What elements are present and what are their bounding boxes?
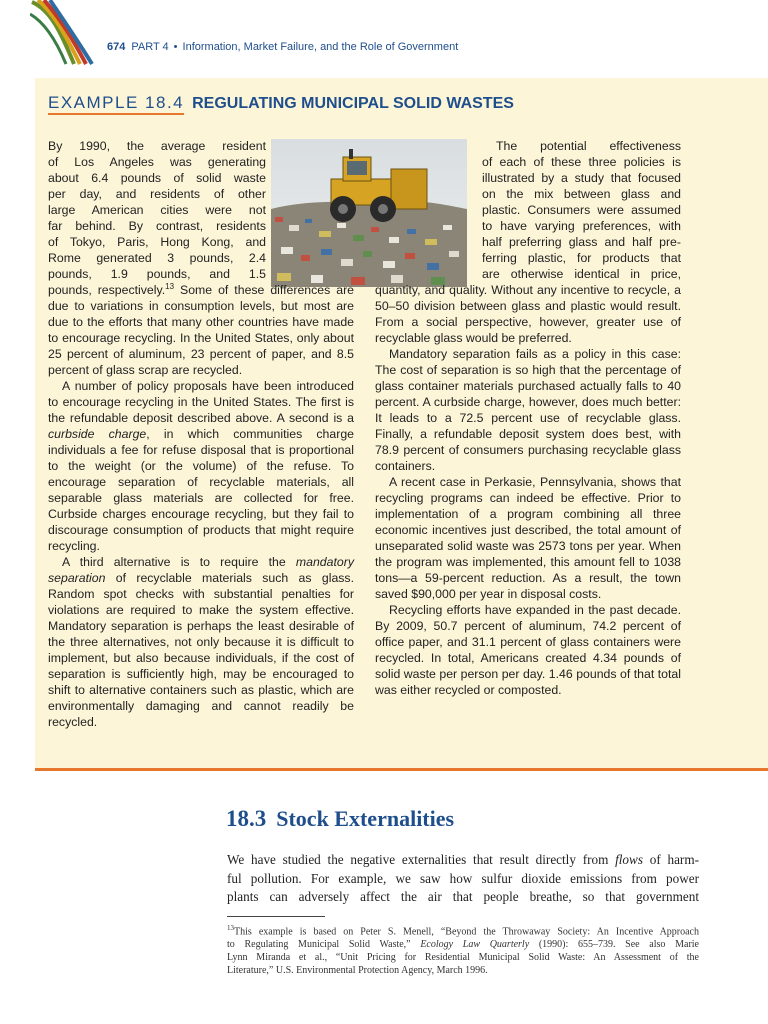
right-paragraph-4: Recycling efforts have expanded in the past decade. By 2009, 50.7 percent of aluminum, 74.2 percent of office paper, and 31.1 percent of glass containers were recycled. In total, Americans created 4.34 pounds of solid waste per person per day. 1.46 pounds of that total was either recycled or composted. — [375, 603, 681, 697]
section-body-line-3: plants can adversely affect the air that people breathe, so that government — [227, 889, 699, 904]
left-line-4: per day, and residents of other — [48, 187, 266, 201]
right-line-6: to have varying preferences, with — [482, 219, 681, 233]
left-paragraph-1-tail: pounds, respectively.$^{13}$ Some of these differences are due to variations in consumption levels, but most are due to the efforts that many other countries have made to encourage recycling. In the United States, only about 25 percent of aluminum, 23 percent of paper, and 8.5 percent of glass scrap are recycled. — [48, 281, 355, 377]
right-line-4: on the mix between glass and — [482, 187, 681, 201]
footnote-line-4: Literature,” U.S. Environmental Protection Agency, March 1996. — [227, 965, 488, 977]
example-bottom-rule — [35, 768, 768, 771]
section-heading — [226, 806, 454, 832]
running-head — [107, 41, 458, 53]
left-line-8: Rome generated 3 pounds, 2.4 — [48, 251, 266, 265]
footnote-number: 13 — [227, 924, 234, 932]
left-line-5: large American cities were not — [48, 203, 266, 217]
running-header — [0, 0, 768, 66]
right-line-8: ferring plastic, for products that — [482, 251, 681, 265]
right-line-2: of each of these three policies is — [482, 155, 681, 169]
example-label: EXAMPLE 18.4 — [48, 93, 184, 115]
left-line-7: of Tokyo, Paris, Hong Kong, and — [48, 235, 266, 249]
part-title: Information, Market Failure, and the Role of Government — [182, 41, 459, 53]
section-body-line-1: We have studied the negative externalities that result directly from flows of harm- — [227, 852, 699, 867]
left-column — [48, 138, 354, 730]
left-line-2: of Los Angeles was generating — [48, 155, 266, 169]
footnote-line-3: Lynn Miranda et al., “Unit Pricing for Residential Municipal Solid Waste: An Assessment of the — [227, 952, 699, 964]
section-body — [227, 851, 699, 907]
page-number: 674 — [107, 41, 126, 53]
example-title: REGULATING MUNICIPAL SOLID WASTES — [192, 95, 514, 112]
right-wrapped-lines — [482, 138, 681, 282]
footnote-line-1: $^{13}$This example is based on Peter S. Menell, “Beyond the Throwaway Society: An Incentive Approach — [227, 924, 699, 938]
bullet-separator: • — [173, 41, 178, 53]
right-line-3: illustrated by a study that focused — [482, 171, 681, 185]
right-paragraph-3: A recent case in Perkasie, Pennsylvania, shows that recycling programs can indeed be effective. Prior to implementation of a program combining all three economic incentives just described, the total amount of unseparated solid waste was 2573 tons per year. When the program was implemented, this amount fell to 1038 tons—a 59-percent reduction. As a result, the town saved $90,000 per year in disposal costs. — [375, 475, 681, 601]
right-column — [375, 138, 681, 698]
left-line-9: pounds, 1.9 pounds, and 1.5 — [48, 267, 266, 281]
right-line-7: half preferring glass and half pre- — [482, 235, 681, 249]
example-heading — [48, 93, 514, 113]
section-number: 18.3 — [226, 806, 267, 831]
footnote-line-2: to Regulating Municipal Solid Waste,” Ecology Law Quarterly (1990): 655–739. See also Marie — [227, 939, 699, 951]
left-paragraph-3: A third alternative is to require the mandatory separation of recyclable materials such as glass. Random spot checks with substantial penalties for violations are required to make the system effective. Mandatory separation is perhaps the least desirable of the three alternatives, not only because it is difficult to implement, but also because individuals, if the cost of separation is sufficiently high, may be encouraged to shift to alternative containers such as plastic, which are environmentally damaging and cannot readily be recycled. — [48, 555, 354, 729]
right-line-9: are otherwise identical in price, — [482, 267, 681, 281]
section-body-line-2: ful pollution. For example, we saw how sulfur dioxide emissions from power — [227, 870, 699, 886]
left-wrapped-lines — [48, 138, 266, 282]
footnote-rule — [227, 916, 325, 917]
right-paragraph-2: Mandatory separation fails as a policy in this case: The cost of separation is so high that the percentage of glass container materials purchased actually falls to 40 percent. A curbside charge, however, does much better: It leads to a 72.5 percent use of recyclable glass. Finally, a refundable deposit system does best, with 78.9 percent of consumers purchasing recyclable glass containers. — [375, 347, 681, 473]
right-line-5: plastic. Consumers were assumed — [482, 203, 681, 217]
left-line-3: about 6.4 pounds of solid waste — [48, 171, 266, 185]
left-line-6: far behind. By contrast, residents — [48, 219, 266, 233]
right-paragraph-1-tail: quantity, and quality. Without any incentive to recycle, a 50–50 division between glass and plastic would result. From a social perspective, however, greater use of recyclable glass would be preferred. — [375, 283, 681, 345]
decorative-cable-logo — [30, 0, 96, 66]
section-title: Stock Externalities — [276, 806, 455, 831]
right-line-1: The potential effectiveness — [496, 139, 681, 153]
part-label: PART 4 — [131, 41, 169, 53]
footnote-ref[interactable]: 13 — [165, 281, 175, 291]
left-line-1: By 1990, the average resident — [48, 139, 266, 153]
left-paragraph-2: A number of policy proposals have been introduced to encourage recycling in the United States. The first is the refundable deposit described above. A second is a curbside charge, in which communities charge individuals a fee for refuse disposal that is proportional to the weight (or the volume) of the refuse. To encourage separation of recyclable materials, all separable glass materials are collected for free. Curbside charges encourage recycling, but they fail to discourage consumption of products that might require recycling. — [48, 379, 355, 553]
footnote — [227, 922, 699, 977]
